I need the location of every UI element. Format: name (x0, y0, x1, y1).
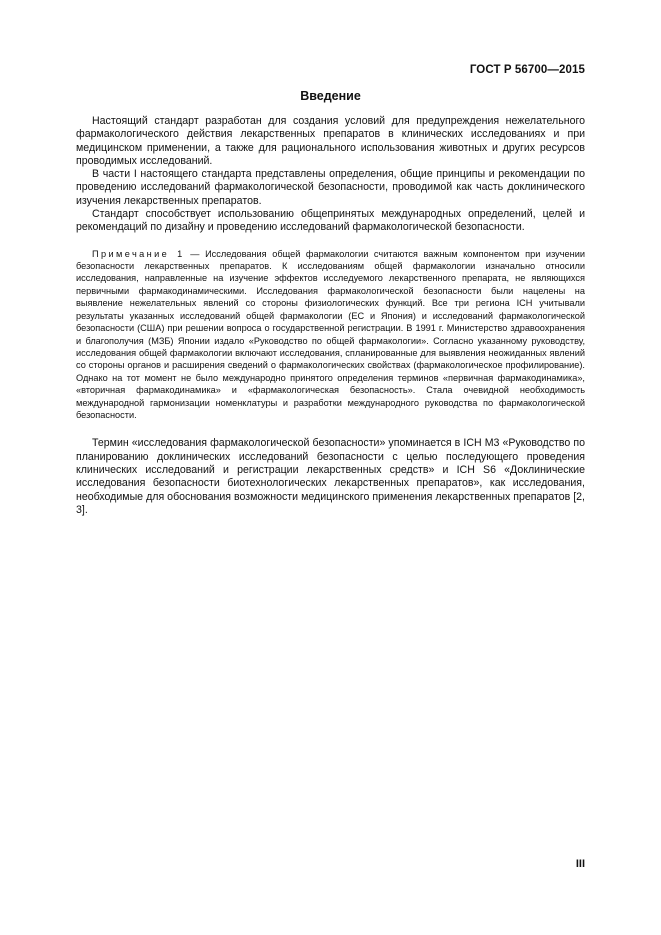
intro-paragraph-1: Настоящий стандарт разработан для создания условий для предупреждения нежелательного фармакологического действия лекарственных препаратов в клинических исследованиях и при медицинском применении, а также для рационального использования животных и других ресурсов проводимых исследований. (76, 115, 585, 167)
note-dash: — (184, 248, 206, 259)
page-number: III (575, 858, 585, 870)
section-body (76, 115, 585, 517)
intro-paragraph-3: Стандарт способствует использованию общепринятых международных определений, целей и рекомендаций по дизайну и проведению исследований фармакологической безопасности. (76, 208, 585, 234)
note-1 (76, 248, 585, 422)
note-text: Исследования общей фармакологии считаются важным компонентом при изучении безопасности лекарственных препаратов. К исследованиям общей фармакологии изначально относили исследования, направленные на изучение эффектов исследуемого лекарственного препарата, не являющихся первичными фармакодинамическими. Исследования фармакологической безопасности были нацелены на выявление нежелательных явлений со стороны физиологических функций. Все три региона ICH учитывали результаты указанных исследований общей фармакологии (ЕС и Япония) и исследований фармакологической безопасности (США) при решении вопроса о государственной регистрации. В 1991 г. Министерство здравоохранения и благополучия (МЗБ) Японии издало «Руководство по общей фармакологии». Согласно указанному руководству, исследования общей фармакологии включают исследования, спланированные для выявления неожиданных явлений со стороны органов и расширения сведений о фармакологических свойствах (фармакологическое профилирование). Однако на тот момент не было международно принятого определения терминов «первичная фармакодинамика», «вторичная фармакодинамика» и «фармакологическая безопасность». Стала очевидной необходимость международной гармонизации номенклатуры и разработки международного руководства по фармакологической безопасности. (76, 248, 586, 420)
note-label: Примечание 1 (92, 248, 185, 259)
section-title: Введение (300, 89, 361, 103)
intro-paragraph-2: В части I настоящего стандарта представлены определения, общие принципы и рекомендации по проведению исследований фармакологической безопасности, проводимой как часть доклинического изучения лекарственных препаратов. (76, 168, 585, 207)
closing-paragraph: Термин «исследования фармакологической безопасности» упоминается в ICH M3 «Руководство по планированию доклинических исследований безопасности с целью последующего проведения клинических исследований и регистрации лекарственных средств» и ICH S6 «Доклинические исследования безопасности биотехнологических лекарственных препаратов», как исследования, необходимые для обоснования возможности медицинского применения лекарственных препаратов [2, 3]. (76, 437, 585, 516)
document-code: ГОСТ Р 56700—2015 (469, 64, 585, 76)
